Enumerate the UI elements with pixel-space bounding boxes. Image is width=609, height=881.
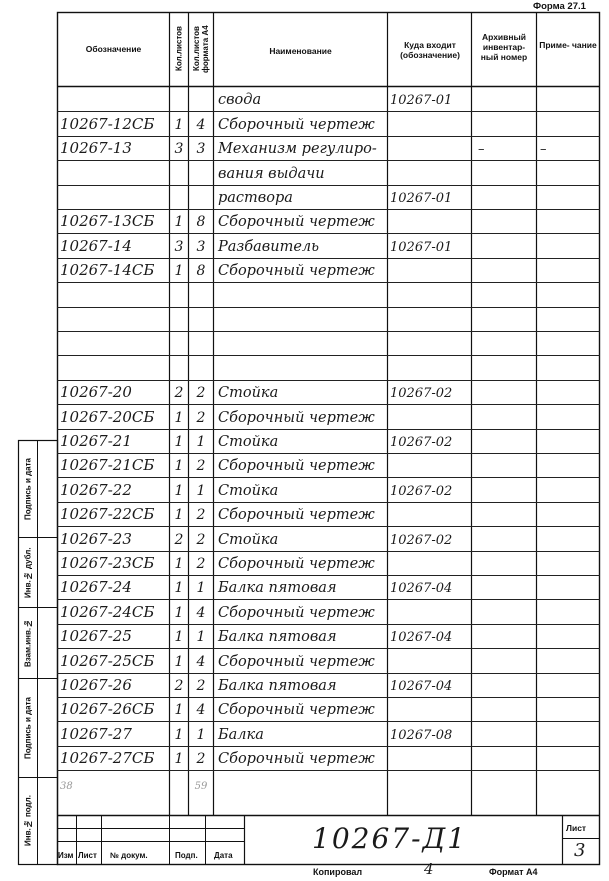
header-primechanie: Приме- чание: [539, 40, 597, 50]
cell-note: [540, 111, 598, 135]
stamp-data: Дата: [214, 851, 233, 860]
cell-dest: 10267-02: [390, 532, 453, 548]
cell-dest: 10267-04: [390, 630, 453, 646]
table-row: [0, 111, 609, 135]
cell-arch: [478, 160, 534, 184]
table-row: [0, 185, 609, 209]
table-row: [0, 721, 609, 745]
table-row: [0, 429, 609, 453]
cell-k2: 2: [196, 409, 206, 426]
cell-note: [540, 624, 598, 648]
header-kuda-vhodit: Куда входит (обозначение): [400, 40, 460, 60]
cell-note: [540, 258, 598, 282]
cell-k2: 2: [196, 751, 206, 768]
cell-arch: [478, 502, 534, 526]
cell-note: [540, 185, 598, 209]
cell-note: [540, 770, 598, 794]
cell-arch: [478, 209, 534, 233]
cell-arch: [478, 673, 534, 697]
cell-oboz: 10267-23СБ: [60, 553, 155, 572]
cell-name: [218, 355, 388, 379]
cell-k2: 4: [196, 702, 206, 719]
header-kol-listov: Кол.листов: [174, 26, 184, 72]
cell-oboz: 10267-14: [60, 236, 132, 255]
cell-note: [540, 648, 598, 672]
cell-dest: 10267-04: [390, 678, 453, 694]
cell-k2: 2: [196, 385, 206, 402]
cell-dest: [390, 453, 474, 477]
table-row: [0, 770, 609, 794]
cell-k2: [190, 307, 212, 331]
table-row: [0, 160, 609, 184]
cell-k1: 1: [174, 263, 184, 280]
cell-oboz: 10267-24СБ: [60, 602, 155, 621]
table-row: [0, 624, 609, 648]
cell-k2: 2: [196, 677, 206, 694]
cell-k1: 1: [174, 629, 184, 646]
cell-note: [540, 282, 598, 306]
cell-k2: 2: [196, 531, 206, 548]
cell-arch: [478, 746, 534, 770]
cell-arch: [478, 258, 534, 282]
cell-note: [540, 307, 598, 331]
cell-dest: [390, 160, 474, 184]
cell-k2: 59: [194, 780, 208, 792]
stamp-list: Лист: [78, 851, 97, 860]
cell-note: [540, 697, 598, 721]
cell-note: [540, 429, 598, 453]
cell-dest: 10267-04: [390, 581, 453, 597]
cell-oboz: 38: [60, 780, 73, 792]
cell-dest: [390, 258, 474, 282]
cell-dest: 10267-08: [390, 727, 453, 743]
table-row: [0, 380, 609, 404]
cell-arch: [478, 307, 534, 331]
cell-note: [540, 746, 598, 770]
cell-k1: 2: [174, 677, 184, 694]
cell-arch: [478, 551, 534, 575]
cell-name: Сборочный чертеж: [218, 653, 375, 670]
cell-arch: [478, 599, 534, 623]
table-row: [0, 453, 609, 477]
cell-k2: 4: [196, 604, 206, 621]
cell-k1: 1: [174, 482, 184, 499]
cell-dest: [390, 355, 474, 379]
cell-k2: [190, 282, 212, 306]
cell-k1: [170, 770, 188, 794]
cell-note: [540, 673, 598, 697]
cell-oboz: 10267-22СБ: [60, 505, 155, 524]
cell-name: Сборочный чертеж: [218, 214, 375, 231]
cell-name: Разбавитель: [218, 238, 320, 255]
cell-k2: 2: [196, 555, 206, 572]
header-kol-listov-a4: Кол.листов формата А4: [192, 25, 210, 73]
cell-name: Сборочный чертеж: [218, 116, 375, 133]
cell-oboz: 10267-24: [60, 578, 132, 597]
cell-k1: 1: [174, 653, 184, 670]
cell-oboz: 10267-21СБ: [60, 456, 155, 475]
cell-k2: 3: [196, 141, 206, 158]
cell-oboz: [60, 282, 170, 306]
cell-oboz: [60, 87, 170, 111]
cell-dest: [390, 746, 474, 770]
table-row: [0, 697, 609, 721]
cell-k2: 8: [196, 214, 206, 231]
cell-k2: [190, 185, 212, 209]
cell-arch: [478, 721, 534, 745]
cell-k1: 1: [174, 751, 184, 768]
cell-name: Стойка: [218, 433, 279, 450]
cell-dest: 10267-01: [390, 93, 453, 109]
cell-arch: [478, 453, 534, 477]
cell-dest: [390, 697, 474, 721]
cell-dest: [390, 648, 474, 672]
cell-k1: [170, 307, 188, 331]
cell-k1: [170, 160, 188, 184]
cell-arch: [478, 355, 534, 379]
cell-oboz: 10267-20СБ: [60, 407, 155, 426]
cell-dest: 10267-02: [390, 483, 453, 499]
cell-oboz: 10267-27СБ: [60, 749, 155, 768]
table-row: [0, 648, 609, 672]
cell-k2: 3: [196, 238, 206, 255]
cell-note: [540, 721, 598, 745]
table-row: [0, 477, 609, 501]
cell-arch: [478, 526, 534, 550]
cell-k1: 2: [174, 531, 184, 548]
cell-k2: 4: [196, 653, 206, 670]
cell-k2: [190, 87, 212, 111]
cell-k2: 1: [196, 482, 206, 499]
stamp-dokum: № докум.: [110, 851, 148, 860]
cell-dest: [390, 551, 474, 575]
cell-oboz: 10267-13СБ: [60, 212, 155, 231]
cell-k2: 8: [196, 263, 206, 280]
table-row: [0, 331, 609, 355]
table-row: [0, 307, 609, 331]
cell-dest: 10267-02: [390, 386, 453, 402]
cell-name: [218, 307, 388, 331]
cell-name: Сборочный чертеж: [218, 409, 375, 426]
table-row: [0, 209, 609, 233]
table-row: [0, 575, 609, 599]
side-label-podpis-data-2: Подпись и дата: [23, 697, 33, 759]
cell-name: Сборочный чертеж: [218, 751, 375, 768]
cell-note: [540, 404, 598, 428]
cell-arch: [478, 380, 534, 404]
cell-name: [218, 331, 388, 355]
side-label-vzam-inv: Взам.инв.№: [23, 618, 33, 668]
cell-k1: [170, 87, 188, 111]
cell-k1: 1: [174, 116, 184, 133]
cell-k2: 2: [196, 507, 206, 524]
cell-oboz: 10267-25: [60, 627, 132, 646]
cell-oboz: 10267-27: [60, 724, 132, 743]
cell-k1: 1: [174, 555, 184, 572]
stamp-izm: Изм: [58, 851, 74, 860]
stamp-sheet-label: Лист: [566, 823, 587, 833]
cell-oboz: [60, 331, 170, 355]
cell-note: [540, 331, 598, 355]
cell-k2: 1: [196, 629, 206, 646]
cell-name: Балка пятовая: [218, 677, 337, 694]
cell-k1: [170, 185, 188, 209]
side-label-podpis-data-1: Подпись и дата: [23, 458, 33, 520]
cell-k1: 1: [174, 458, 184, 475]
cell-name: Механизм регулиро-: [218, 141, 377, 158]
cell-oboz: 10267-14СБ: [60, 261, 155, 280]
cell-note: [540, 477, 598, 501]
cell-note: –: [540, 142, 547, 158]
cell-dest: [390, 770, 474, 794]
cell-name: свода: [218, 92, 262, 109]
table-row: [0, 551, 609, 575]
cell-name: Стойка: [218, 482, 279, 499]
cell-oboz: 10267-25СБ: [60, 651, 155, 670]
cell-oboz: 10267-20: [60, 383, 132, 402]
cell-dest: 10267-01: [390, 239, 453, 255]
cell-oboz: [60, 185, 170, 209]
cell-arch: [478, 477, 534, 501]
cell-name: Сборочный чертеж: [218, 555, 375, 572]
cell-dest: [390, 111, 474, 135]
cell-oboz: [60, 307, 170, 331]
cell-oboz: 10267-23: [60, 529, 132, 548]
cell-arch: [478, 111, 534, 135]
cell-oboz: 10267-26: [60, 675, 132, 694]
cell-dest: [390, 282, 474, 306]
cell-k1: [170, 355, 188, 379]
table-row: [0, 233, 609, 257]
table-row: [0, 355, 609, 379]
table-row: [0, 502, 609, 526]
cell-oboz: 10267-26СБ: [60, 700, 155, 719]
header-naimenovanie: Наименование: [269, 46, 332, 56]
footer-kopiroval: Копировал: [313, 867, 363, 877]
cell-k1: 1: [174, 604, 184, 621]
cell-name: Сборочный чертеж: [218, 604, 375, 621]
cell-oboz: 10267-21: [60, 431, 132, 450]
cell-note: [540, 599, 598, 623]
cell-oboz: [60, 160, 170, 184]
table-row: [0, 136, 609, 160]
table-row: [0, 526, 609, 550]
cell-arch: [478, 429, 534, 453]
cell-k1: [170, 282, 188, 306]
cell-name: Сборочный чертеж: [218, 507, 375, 524]
cell-k2: [190, 160, 212, 184]
cell-dest: [390, 136, 474, 160]
cell-oboz: 10267-12СБ: [60, 114, 155, 133]
cell-k2: [190, 331, 212, 355]
cell-arch: [478, 331, 534, 355]
footer-format: Формат А4: [489, 867, 538, 877]
cell-arch: [478, 282, 534, 306]
cell-arch: [478, 624, 534, 648]
cell-arch: [478, 87, 534, 111]
side-label-inv-dubl: Инв.№ дубл.: [23, 547, 33, 598]
cell-name: вания выдачи: [218, 165, 325, 182]
cell-note: [540, 502, 598, 526]
cell-name: Стойка: [218, 531, 279, 548]
stamp-sheet-number: 3: [574, 840, 586, 861]
cell-k1: 1: [174, 507, 184, 524]
cell-k2: 2: [196, 458, 206, 475]
cell-name: Балка пятовая: [218, 580, 337, 597]
cell-note: [540, 209, 598, 233]
cell-note: [540, 453, 598, 477]
cell-oboz: 10267-22: [60, 480, 132, 499]
cell-name: раствора: [218, 189, 293, 206]
cell-name: Сборочный чертеж: [218, 702, 375, 719]
cell-k2: 1: [196, 433, 206, 450]
cell-k2: [190, 355, 212, 379]
cell-arch: [478, 404, 534, 428]
cell-k1: 1: [174, 702, 184, 719]
cell-note: [540, 87, 598, 111]
cell-dest: [390, 502, 474, 526]
cell-k1: [170, 331, 188, 355]
header-oboznachenie: Обозначение: [85, 44, 142, 54]
cell-note: [540, 355, 598, 379]
cell-k1: 1: [174, 214, 184, 231]
table-row: [0, 87, 609, 111]
cell-k1: 3: [174, 141, 184, 158]
cell-k2: 1: [196, 726, 206, 743]
stamp-document-code: 10267-Д1: [312, 822, 468, 855]
cell-note: [540, 526, 598, 550]
cell-name: [218, 282, 388, 306]
cell-name: Стойка: [218, 385, 279, 402]
cell-oboz: 10267-13: [60, 139, 132, 158]
cell-k1: 1: [174, 433, 184, 450]
cell-dest: 10267-02: [390, 434, 453, 450]
cell-arch: [478, 185, 534, 209]
cell-k1: 1: [174, 580, 184, 597]
form-label: Форма 27.1: [533, 1, 586, 12]
cell-arch: –: [478, 142, 485, 158]
cell-name: Сборочный чертеж: [218, 263, 375, 280]
cell-oboz: [60, 355, 170, 379]
cell-k1: 1: [174, 409, 184, 426]
table-row: [0, 282, 609, 306]
cell-dest: 10267-01: [390, 190, 453, 206]
cell-note: [540, 380, 598, 404]
cell-dest: [390, 209, 474, 233]
cell-k2: 4: [196, 116, 206, 133]
table-row: [0, 673, 609, 697]
cell-note: [540, 551, 598, 575]
cell-name: Балка: [218, 726, 264, 743]
cell-arch: [478, 648, 534, 672]
cell-name: [218, 770, 388, 794]
cell-note: [540, 160, 598, 184]
cell-name: Балка пятовая: [218, 629, 337, 646]
cell-arch: [478, 233, 534, 257]
cell-arch: [478, 770, 534, 794]
cell-note: [540, 233, 598, 257]
cell-dest: [390, 599, 474, 623]
footer-mark: 4: [424, 860, 434, 878]
table-row: [0, 746, 609, 770]
cell-k1: 1: [174, 726, 184, 743]
cell-k2: 1: [196, 580, 206, 597]
table-row: [0, 258, 609, 282]
cell-dest: [390, 331, 474, 355]
cell-dest: [390, 307, 474, 331]
stamp-podp: Подп.: [175, 851, 198, 860]
table-row: [0, 599, 609, 623]
cell-name: Сборочный чертеж: [218, 458, 375, 475]
cell-arch: [478, 575, 534, 599]
header-arhivny-nomer: Архивный инвентар- ный номер: [480, 32, 528, 62]
cell-note: [540, 575, 598, 599]
cell-k1: 3: [174, 238, 184, 255]
table-row: [0, 404, 609, 428]
cell-k1: 2: [174, 385, 184, 402]
cell-arch: [478, 697, 534, 721]
cell-dest: [390, 404, 474, 428]
side-label-inv-podl: Инв.№ подл.: [23, 795, 33, 847]
